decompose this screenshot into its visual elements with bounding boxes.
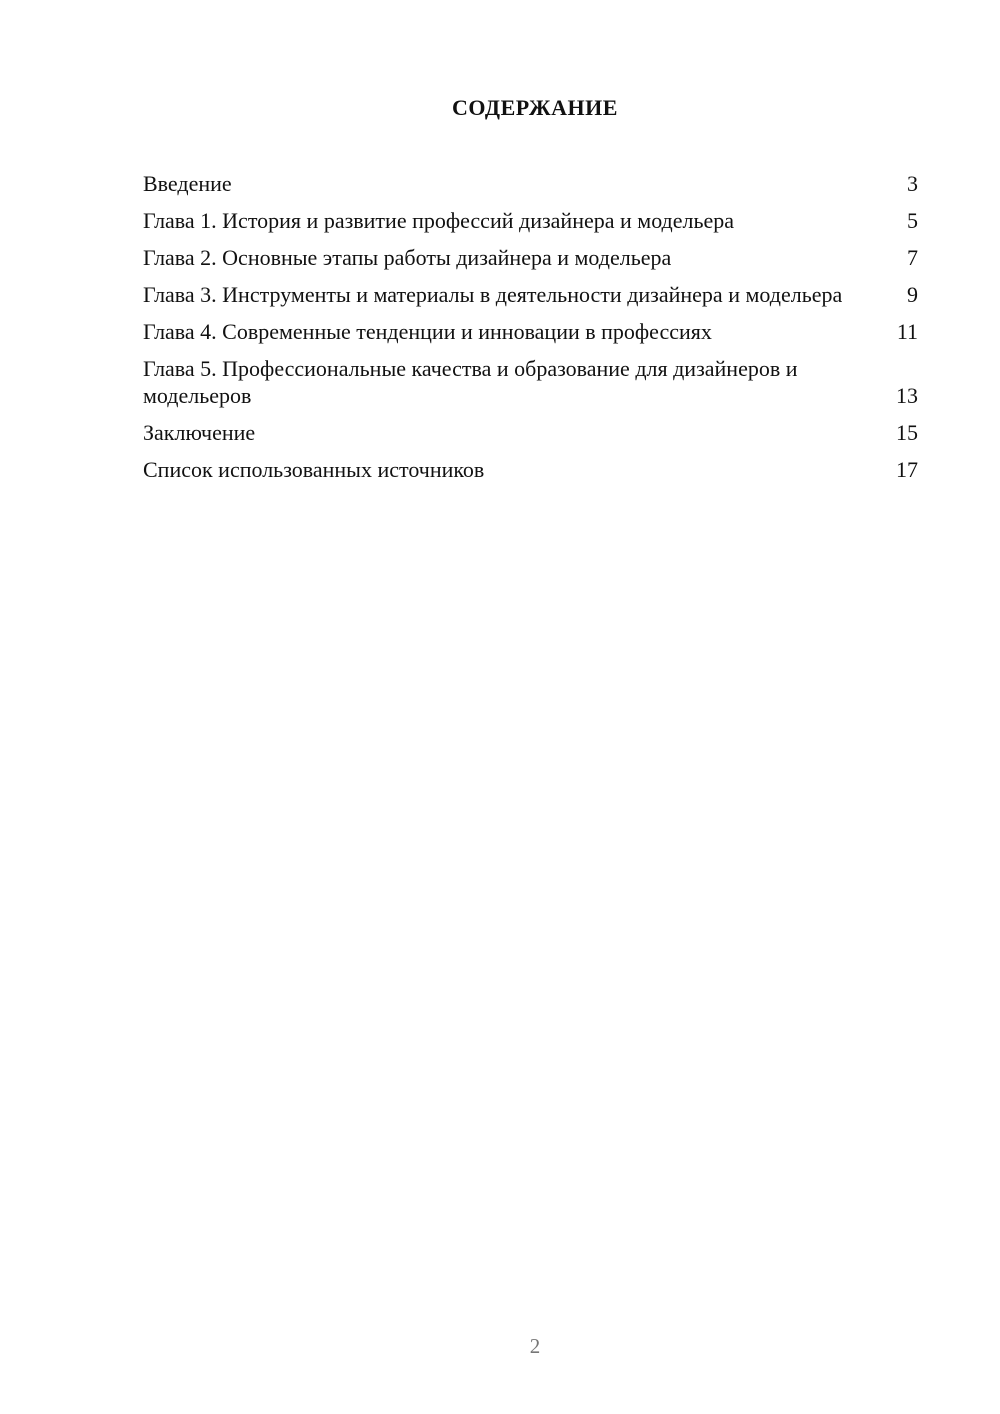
toc-entry-label: Глава 4. Современные тенденции и инновации в профессиях xyxy=(143,319,712,344)
toc-entry-chapter-3 xyxy=(143,281,918,308)
toc-entry-label: Список использованных источников xyxy=(143,457,485,482)
toc-entry-label: Глава 3. Инструменты и материалы в деятельности дизайнера и модельера xyxy=(143,282,843,307)
toc-entry-chapter-5 xyxy=(143,355,918,409)
toc-entry-page: 13 xyxy=(896,383,918,408)
toc-entry-label: Введение xyxy=(143,171,232,196)
toc-entry-page: 3 xyxy=(907,171,918,196)
toc-entry-page: 17 xyxy=(896,457,918,482)
toc-entry-conclusion xyxy=(143,419,918,446)
page-number: 2 xyxy=(529,1334,541,1358)
toc-entry-page: 9 xyxy=(907,282,918,307)
toc-entry-chapter-4 xyxy=(143,318,918,345)
table-of-contents xyxy=(143,170,918,493)
toc-entry-chapter-1 xyxy=(143,207,918,234)
toc-entry-introduction xyxy=(143,170,918,197)
toc-entry-page: 7 xyxy=(907,245,918,270)
toc-entry-page: 5 xyxy=(907,208,918,233)
toc-entry-page: 15 xyxy=(896,420,918,445)
toc-entry-label: Глава 5. Профессиональные качества и образование для дизайнеров и модельеров xyxy=(143,356,798,408)
toc-entry-chapter-2 xyxy=(143,244,918,271)
toc-entry-references xyxy=(143,456,918,483)
toc-entry-label: Глава 2. Основные этапы работы дизайнера и модельера xyxy=(143,245,672,270)
toc-entry-label: Глава 1. История и развитие профессий дизайнера и модельера xyxy=(143,208,735,233)
toc-entry-label: Заключение xyxy=(143,420,256,445)
page-title: СОДЕРЖАНИЕ xyxy=(452,95,618,120)
toc-entry-page: 11 xyxy=(896,319,918,344)
